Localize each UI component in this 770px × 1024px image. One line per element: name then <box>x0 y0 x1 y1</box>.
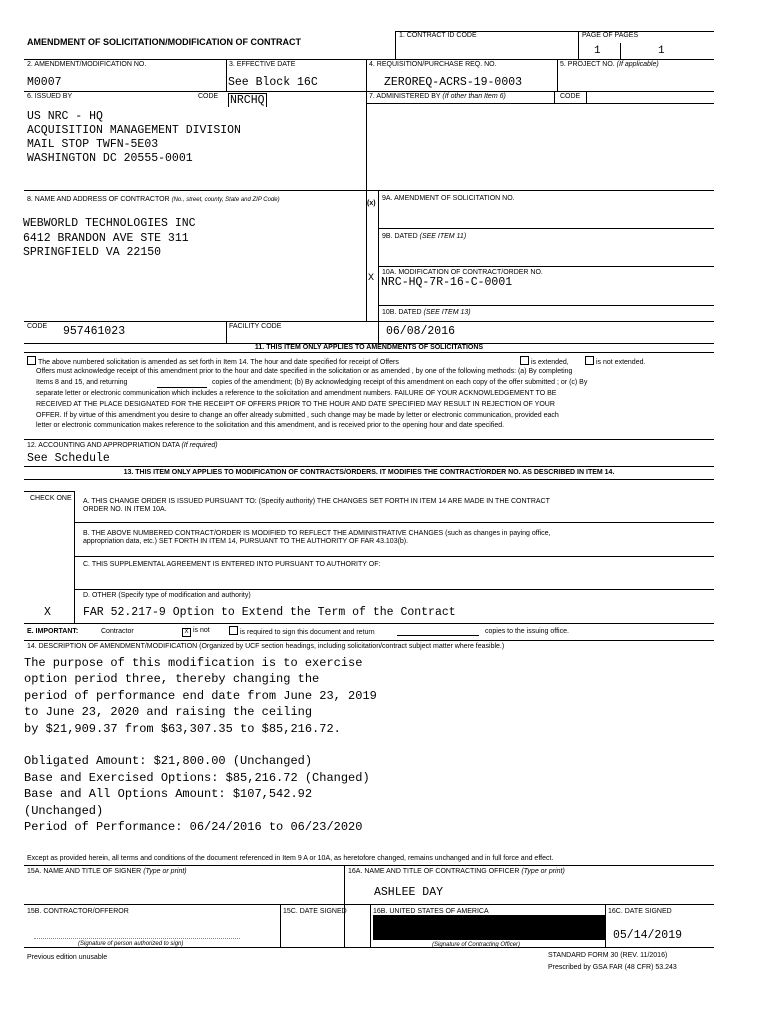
block16a-note: (Type or print) <box>521 868 565 875</box>
rule <box>366 190 367 321</box>
rule <box>24 623 714 624</box>
item13-option-d: D. OTHER (Specify type of modification and authority) <box>83 592 251 599</box>
block4-label: 4. REQUISITION/PURCHASE REQ. NO. <box>369 61 497 68</box>
rule <box>74 556 714 557</box>
redacted-signature <box>373 915 605 940</box>
block10a-mark: X <box>368 273 375 284</box>
rule <box>24 59 714 60</box>
item13-option-a: A. THIS CHANGE ORDER IS ISSUED PURSUANT TO: (Specify authority) THE CHANGES SET FORTH IN ITEM 14 ARE MADE IN THE CONTRACT ORDER NO. IN ITEM 10A. <box>83 498 550 513</box>
not-extended-label: is not extended. <box>596 359 646 366</box>
accounting-data: See Schedule <box>27 452 110 465</box>
is-extended-label: is extended, <box>531 359 569 366</box>
footer-previous-edition: Previous edition unusable <box>27 954 108 961</box>
block7-note: (If other than Item 6) <box>442 93 506 100</box>
is-not-label: is not <box>193 627 210 634</box>
is-required-label: is required to sign this document and return <box>240 629 375 636</box>
rule <box>24 865 714 866</box>
contract-number: NRC-HQ-7R-16-C-0001 <box>381 276 513 289</box>
rule <box>24 491 74 492</box>
item14-label: 14. DESCRIPTION OF AMENDMENT/MODIFICATION (Organized by UCF section headings, including solicitation/contract subject matter where feasible.) <box>27 643 505 650</box>
block15c-label: 15C. DATE SIGNED <box>283 908 347 915</box>
item11-line4: separate letter or electronic communication which includes a reference to the solicitation and amendment numbers. FAILURE OF YOUR ACKNOWLEDGEMENT TO BE <box>36 390 557 397</box>
option-d-authority: FAR 52.217-9 Option to Extend the Term of the Contract <box>83 606 456 619</box>
item11-title: 11. THIS ITEM ONLY APPLIES TO AMENDMENTS OF SOLICITATIONS <box>254 344 484 351</box>
item13-option-c: C. THIS SUPPLEMENTAL AGREEMENT IS ENTERED INTO PURSUANT TO AUTHORITY OF: <box>83 561 381 568</box>
block7-code-label: CODE <box>560 93 581 100</box>
block12-note: (If required) <box>181 442 218 449</box>
except-text: Except as provided herein, all terms and conditions of the document referenced in Item 9 A or 10A, as heretofore changed, remains unchanged and in full force and effect. <box>27 855 554 862</box>
contracting-officer-name: ASHLEE DAY <box>374 886 444 899</box>
block15a-label: 15A. NAME AND TITLE OF SIGNER <box>27 868 142 875</box>
rule <box>344 865 345 947</box>
block12-label: 12. ACCOUNTING AND APPROPRIATION DATA <box>27 442 180 449</box>
rule <box>378 228 714 229</box>
pages-label: PAGE OF PAGES <box>582 32 639 39</box>
block2-label: 2. AMENDMENT/MODIFICATION NO. <box>27 61 147 68</box>
contractor-code: 957461023 <box>63 325 126 338</box>
rule <box>605 904 606 947</box>
block9b-label: 9B. DATED <box>382 233 418 240</box>
contractor-signature-caption: (Signature of person authorized to sign) <box>78 941 184 947</box>
item11-line1: The above numbered solicitation is amended as set forth in Item 14. The hour and date specified for receipt of Offers <box>38 359 399 366</box>
item13-option-b: B. THE ABOVE NUMBERED CONTRACT/ORDER IS MODIFIED TO REFLECT THE ADMINISTRATIVE CHANGES (such as changes in paying office, appropriation data, etc.) SET FORTH IN ITEM 14, PURSUANT TO THE AUTHORITY OF FAR 43.103(b). <box>83 530 551 545</box>
block10b-label: 10B. DATED <box>382 309 422 316</box>
co-date-signed: 05/14/2019 <box>613 929 683 942</box>
rule <box>586 91 587 103</box>
check-one-label: CHECK ONE <box>30 495 72 502</box>
rule <box>378 266 714 267</box>
rule <box>226 59 227 91</box>
rule <box>24 439 714 440</box>
rule <box>378 190 379 343</box>
block10a-label: 10A. MODIFICATION OF CONTRACT/ORDER NO. <box>382 269 543 276</box>
rule <box>24 479 714 480</box>
form-title: AMENDMENT OF SOLICITATION/MODIFICATION OF CONTRACT <box>27 37 301 47</box>
requisition-number: ZEROREQ-ACRS-19-0003 <box>384 76 523 89</box>
checkbox-is-extended[interactable] <box>520 356 529 365</box>
rule <box>280 904 281 947</box>
block7-label: 7. ADMINISTERED BY <box>369 93 441 100</box>
rule <box>74 589 714 590</box>
important-label: E. IMPORTANT: <box>27 628 79 635</box>
rule <box>370 904 371 947</box>
block9b-note: (SEE ITEM 11) <box>419 233 467 240</box>
co-signature-caption: (Signature of Contracting Officer) <box>432 942 521 948</box>
effective-date: See Block 16C <box>228 76 318 89</box>
block8-code-label: CODE <box>27 323 48 330</box>
block5-note: (If applicable) <box>616 61 659 68</box>
facility-code-label: FACILITY CODE <box>229 323 282 330</box>
rule <box>24 466 714 467</box>
item11-line7: letter or electronic communication makes reference to the solicitation and this amendment, and is received prior to the opening hour and date specified. <box>36 422 505 429</box>
checkbox-amended[interactable] <box>27 356 36 365</box>
contractor-signature-line[interactable] <box>34 938 240 939</box>
rule <box>620 43 621 59</box>
item11-line2: Offers must acknowledge receipt of this amendment prior to the hour and date specified in the solicitation or as amended , by one of the following methods: (a) By completing <box>36 368 573 375</box>
footer-prescribed-by: Prescribed by GSA FAR (48 CFR) 53.243 <box>548 964 677 971</box>
item11-line5: RECEIVED AT THE PLACE DESIGNATED FOR THE RECEIPT OF OFFERS PRIOR TO THE HOUR AND DATE SPECIFIED MAY RESULT IN REJECTION OF YOUR <box>36 401 555 408</box>
amendment-number: M0007 <box>27 76 62 89</box>
copies-blank[interactable] <box>157 387 207 388</box>
page-number: 1 <box>594 45 601 57</box>
block16a-label: 16A. NAME AND TITLE OF CONTRACTING OFFICER <box>348 868 520 875</box>
block15a-note: (Type or print) <box>143 868 187 875</box>
rule <box>366 59 367 190</box>
block9-x-label: (x) <box>367 200 376 207</box>
block5-label: 5. PROJECT NO. <box>560 61 615 68</box>
block10b-note: (SEE ITEM 13) <box>423 309 471 316</box>
item11-line6: OFFER. If by virtue of this amendment you desire to change an offer already submitted , such change may be made by letter or electronic communication, provided each <box>36 412 559 419</box>
rule <box>226 321 227 343</box>
rule <box>378 305 714 306</box>
item11-line3b: copies of the amendment; (b) By acknowledging receipt of this amendment on each copy of the offer submitted ; or (c) By <box>212 379 588 386</box>
copies-issuing-office: copies to the issuing office. <box>485 628 569 635</box>
important-contractor: Contractor <box>101 628 134 635</box>
rule <box>395 31 396 59</box>
issued-by-code: NRCHQ <box>230 94 265 107</box>
contract-date: 06/08/2016 <box>386 325 456 338</box>
block3-label: 3. EFFECTIVE DATE <box>229 61 296 68</box>
contractor-address: WEBWORLD TECHNOLOGIES INC 6412 BRANDON AVE STE 311 SPRINGFIELD VA 22150 <box>23 217 196 259</box>
rule <box>24 904 714 905</box>
rule <box>24 640 714 641</box>
rule <box>74 522 714 523</box>
checkbox-is-not[interactable]: X <box>182 628 191 637</box>
block16c-label: 16C. DATE SIGNED <box>608 908 672 915</box>
block8-note: (No., street, county, State and ZIP Code) <box>171 197 280 203</box>
option-d-mark: X <box>44 606 51 619</box>
rule <box>554 91 555 103</box>
rule <box>24 91 714 92</box>
modification-description: The purpose of this modification is to exercise option period three, thereby changing the period of performance end date from June 23, 2019 to June 23, 2020 and raising the ceiling by $21,909.37 from $63,307.35 to $85,216.72. Obligated Amount: $21,800.00 (Unchanged) Base and Exercised Options: $85,216.72 (Changed) Base and All Options Amount: $107,542.92 (Unchanged) Period of Performance: 06/24/2016 to 06/23/2020 <box>24 656 377 835</box>
checkbox-not-extended[interactable] <box>585 356 594 365</box>
footer-form-number: STANDARD FORM 30 (REV. 11/2016) <box>548 952 668 959</box>
item13-title: 13. THIS ITEM ONLY APPLIES TO MODIFICATION OF CONTRACTS/ORDERS. IT MODIFIES THE CONTRACT/ORDER NO. AS DESCRIBED IN ITEM 14. <box>123 469 615 476</box>
block6-label: 6. ISSUED BY <box>27 93 73 100</box>
block9a-label: 9A. AMENDMENT OF SOLICITATION NO. <box>382 195 515 202</box>
rule <box>366 103 714 104</box>
page-count: 1 <box>658 45 665 57</box>
rule <box>557 59 558 91</box>
block8-label: 8. NAME AND ADDRESS OF CONTRACTOR <box>27 196 170 203</box>
copies-return-blank[interactable] <box>397 635 479 636</box>
rule <box>24 190 714 191</box>
rule <box>578 31 579 59</box>
rule <box>74 491 75 623</box>
rule <box>24 321 714 322</box>
issued-by-address: US NRC - HQ ACQUISITION MANAGEMENT DIVISION MAIL STOP TWFN-5E03 WASHINGTON DC 20555-0001 <box>27 110 241 165</box>
item11-line3a: Items 8 and 15, and returning <box>36 379 128 386</box>
rule <box>24 352 714 353</box>
block6-code-label: CODE <box>198 93 219 100</box>
checkbox-is-required[interactable] <box>229 626 238 635</box>
block15b-label: 15B. CONTRACTOR/OFFEROR <box>27 908 129 915</box>
block1-label: 1. CONTRACT ID CODE <box>399 32 477 39</box>
block16b-label: 16B. UNITED STATES OF AMERICA <box>373 908 489 915</box>
